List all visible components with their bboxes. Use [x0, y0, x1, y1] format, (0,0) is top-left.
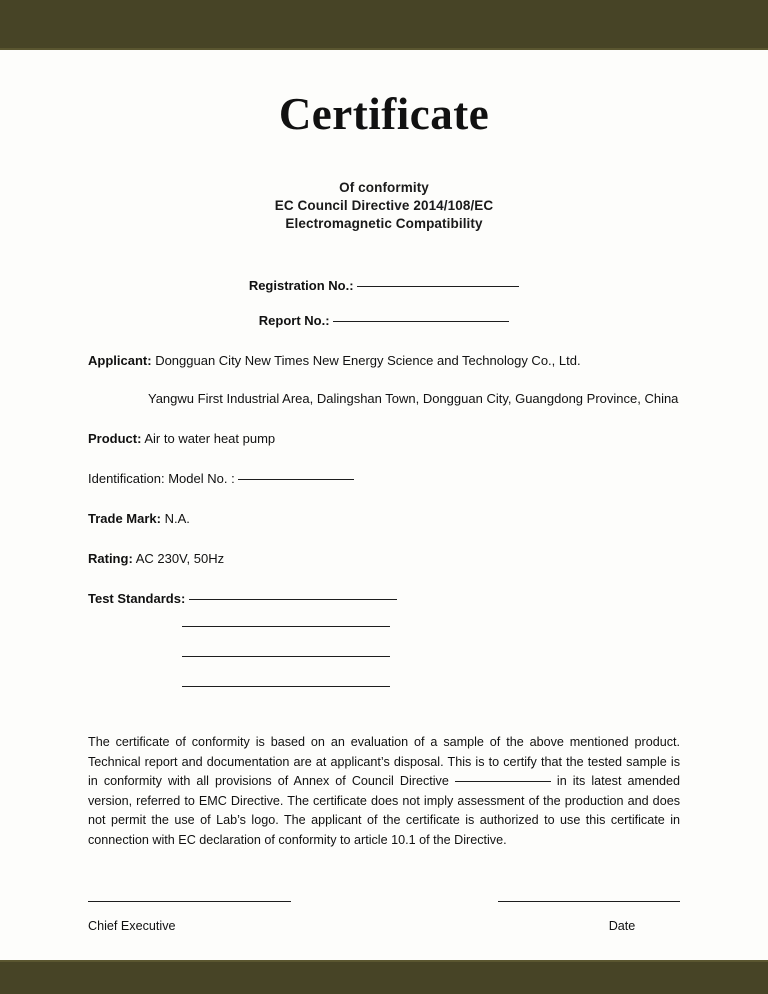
subtitle-block: [88, 179, 680, 233]
chief-executive-signature-line[interactable]: [88, 901, 291, 902]
date-label: Date: [608, 918, 636, 933]
identification-label: Identification: Model No. :: [88, 471, 235, 486]
product-field: [88, 430, 680, 448]
report-number-row: [88, 312, 680, 330]
top-border-bar: [0, 0, 768, 50]
identification-field: [88, 470, 680, 488]
conformity-statement: [88, 733, 680, 851]
subtitle-line-emc: Electromagnetic Compatibility: [285, 216, 483, 231]
registration-number-input[interactable]: [357, 286, 519, 287]
trademark-value: N.A.: [164, 511, 190, 526]
date-column: [498, 901, 680, 935]
subtitle-line-conformity: Of conformity: [339, 180, 429, 195]
registration-number-row: [88, 277, 680, 295]
test-standards-line-4[interactable]: [182, 686, 390, 687]
product-label: Product:: [88, 431, 142, 446]
date-signature-line[interactable]: [498, 901, 680, 902]
product-value: Air to water heat pump: [144, 431, 276, 446]
rating-field: [88, 550, 680, 568]
conformity-statement-part2: in its latest amended version, referred to EMC Directive. The certificate does not imply assessment of the production and does not permit the use of Lab’s logo. The applicant of the certificate is authorized to use this certificate in connection with EC declaration of conformity to article 10.1 of the Directive.: [88, 774, 681, 847]
registration-number-label: Registration No.:: [248, 278, 354, 293]
applicant-field: [88, 352, 680, 370]
chief-executive-column: [88, 901, 291, 935]
test-standards-field: [88, 590, 680, 608]
test-standards-line-3[interactable]: [182, 656, 390, 657]
identification-model-input[interactable]: [238, 479, 354, 480]
rating-label: Rating:: [88, 551, 133, 566]
certificate-content: [0, 48, 768, 962]
test-standards-line-2[interactable]: [182, 626, 390, 627]
conformity-statement-part1: The certificate of conformity is based on an evaluation of a sample of the above mentioned product. Technical report and documentation are at applicant’s disposal. This is to certify that the tested sample is in conformity with all provisions of Annex of Council Directive: [88, 735, 680, 789]
test-standards-input[interactable]: [189, 599, 397, 600]
bottom-border-bar: [0, 960, 768, 994]
test-standards-extra-lines: [88, 626, 680, 687]
page-title: Certificate: [278, 89, 490, 139]
applicant-address: Yangwu First Industrial Area, Dalingshan Town, Dongguan City, Guangdong Province, China: [148, 391, 679, 406]
directive-blank-input[interactable]: [455, 781, 551, 782]
applicant-value: Dongguan City New Times New Energy Science and Technology Co., Ltd.: [155, 353, 581, 368]
rating-value: AC 230V, 50Hz: [135, 551, 225, 566]
signature-block: [88, 901, 680, 935]
registration-block: [88, 277, 680, 330]
chief-executive-label: Chief Executive: [88, 918, 176, 933]
report-number-input[interactable]: [333, 321, 509, 322]
test-standards-label: Test Standards:: [88, 591, 186, 606]
report-number-label: Report No.:: [258, 313, 330, 328]
trademark-label: Trade Mark:: [88, 511, 161, 526]
subtitle-line-directive: EC Council Directive 2014/108/EC: [274, 198, 494, 213]
trademark-field: [88, 510, 680, 528]
applicant-label: Applicant:: [88, 353, 152, 368]
